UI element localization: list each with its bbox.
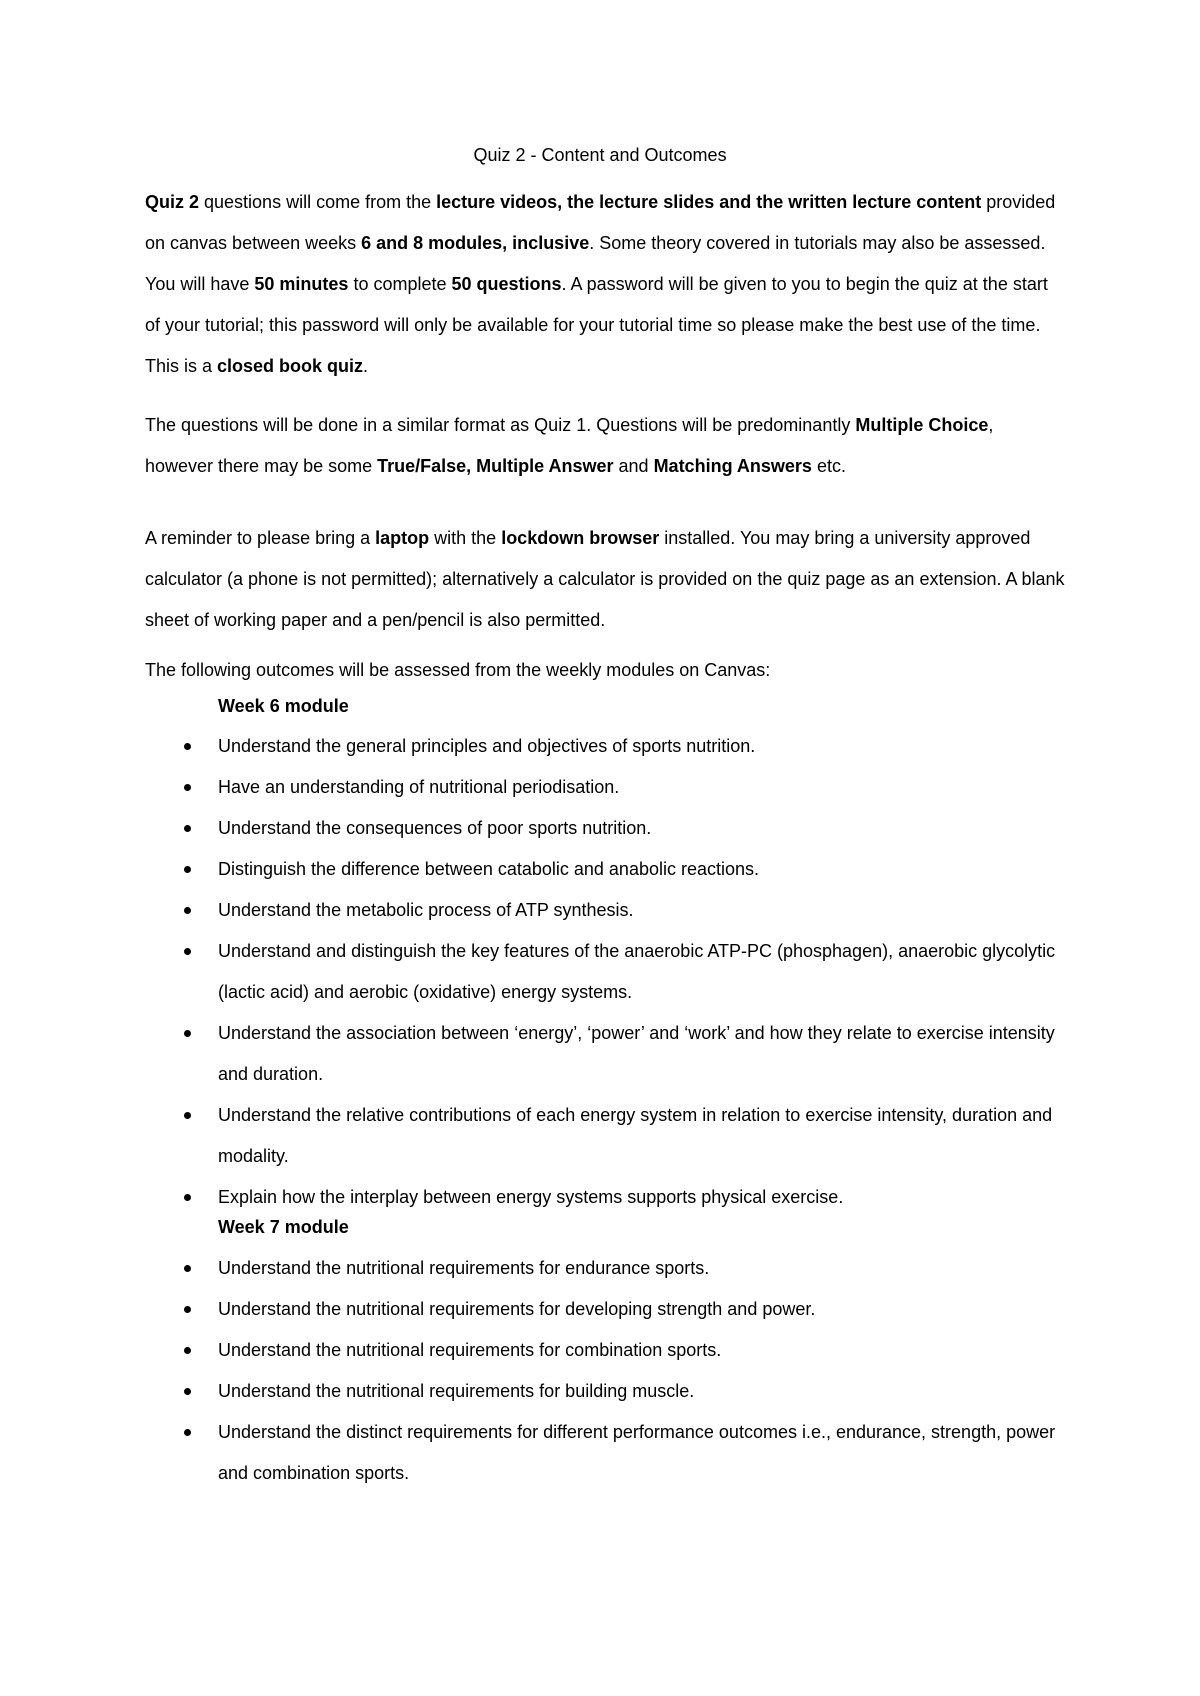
list-item: [145, 808, 1075, 849]
list-item-text: Understand the association between ‘energy’, ‘power’ and ‘work’ and how they relate to exercise intensity and duration.: [218, 1023, 1055, 1084]
text-segment: .: [363, 356, 369, 376]
bold-text-segment: Quiz 2: [145, 192, 200, 212]
list-item: [145, 849, 1075, 890]
bold-text-segment: lecture videos, the lecture slides and the written lecture content: [436, 192, 982, 212]
list-item: [145, 1371, 1075, 1412]
text-segment: , however there may be some: [145, 415, 994, 476]
list-item-text: Distinguish the difference between catabolic and anabolic reactions.: [218, 859, 760, 879]
text-segment: with the: [429, 528, 502, 548]
list-item-text: Understand the consequences of poor sports nutrition.: [218, 818, 652, 838]
week-7-outcomes-list: [145, 1248, 1075, 1494]
outcomes-intro: [145, 650, 1065, 691]
bold-text-segment: Multiple Choice: [855, 415, 989, 435]
text-segment: questions will come from the: [199, 192, 437, 212]
list-item: [145, 767, 1075, 808]
week-6-heading: Week 6 module: [218, 696, 349, 716]
text-segment: The questions will be done in a similar format as Quiz 1. Questions will be predominantly: [145, 415, 856, 435]
week-7-heading: Week 7 module: [218, 1217, 349, 1237]
list-item-text: Understand the nutritional requirements for endurance sports.: [218, 1258, 710, 1278]
bullet-icon: [184, 825, 191, 832]
week-6-outcomes-list: [145, 726, 1075, 1218]
list-item: [145, 1330, 1075, 1371]
list-item: [145, 1095, 1075, 1177]
bold-text-segment: 50 questions: [451, 274, 562, 294]
list-item: [145, 1013, 1075, 1095]
paragraph-text: [145, 518, 1065, 641]
list-item-text: Have an understanding of nutritional periodisation.: [218, 777, 620, 797]
bullet-icon: [184, 1306, 191, 1313]
paragraph-text: The following outcomes will be assessed from the weekly modules on Canvas:: [145, 660, 771, 680]
paragraph-text: [145, 182, 1065, 387]
bullet-icon: [184, 743, 191, 750]
list-item-text: Understand the nutritional requirements for combination sports.: [218, 1340, 722, 1360]
list-item-text: Explain how the interplay between energy systems supports physical exercise.: [218, 1187, 844, 1207]
bullet-icon: [184, 1429, 191, 1436]
list-item-text: Understand the nutritional requirements for developing strength and power.: [218, 1299, 816, 1319]
bullet-icon: [184, 907, 191, 914]
page-title: Quiz 2 - Content and Outcomes: [473, 145, 727, 165]
bold-text-segment: True/False, Multiple Answer: [377, 456, 614, 476]
bullet-icon: [184, 1194, 191, 1201]
bold-text-segment: 6 and 8 modules, inclusive: [361, 233, 590, 253]
list-item: [145, 931, 1075, 1013]
quiz-details-paragraph: [145, 182, 1065, 387]
list-item: [145, 1412, 1075, 1494]
list-item-text: Understand the nutritional requirements for building muscle.: [218, 1381, 695, 1401]
list-item: [145, 890, 1075, 931]
bold-text-segment: laptop: [375, 528, 430, 548]
bullet-icon: [184, 1030, 191, 1037]
text-segment: to complete: [348, 274, 452, 294]
list-item: [145, 726, 1075, 767]
text-segment: and: [613, 456, 654, 476]
text-segment: etc.: [811, 456, 846, 476]
paragraph-text: [145, 405, 1065, 487]
text-segment: . Some theory covered in tutorials may also be assessed. You will have: [145, 233, 1046, 294]
list-item: [145, 1289, 1075, 1330]
bullet-icon: [184, 1388, 191, 1395]
list-item: [145, 1177, 1075, 1218]
bullet-icon: [184, 1112, 191, 1119]
reminder-paragraph: [145, 518, 1065, 641]
text-segment: . A password will be given to you to begin the quiz at the start of your tutorial; this password will only be available for your tutorial time so please make the best use of the time. This is a: [145, 274, 1048, 376]
list-item: [145, 1248, 1075, 1289]
bold-text-segment: closed book quiz: [217, 356, 364, 376]
text-segment: provided on canvas between weeks: [145, 192, 1056, 253]
bullet-icon: [184, 1265, 191, 1272]
bold-text-segment: lockdown browser: [501, 528, 660, 548]
list-item-text: Understand the distinct requirements for different performance outcomes i.e., endurance, strength, power and combination sports.: [218, 1422, 1056, 1483]
text-segment: installed. You may bring a university approved calculator (a phone is not permitted); alternatively a calculator is provided on the quiz page as an extension. A blank sheet of working paper and a pen/pencil is also permitted.: [145, 528, 1065, 630]
list-item-text: Understand and distinguish the key features of the anaerobic ATP-PC (phosphagen), anaerobic glycolytic (lactic acid) and aerobic (oxidative) energy systems.: [218, 941, 1056, 1002]
list-item-text: Understand the relative contributions of each energy system in relation to exercise intensity, duration and modality.: [218, 1105, 1053, 1166]
bullet-icon: [184, 784, 191, 791]
list-item-text: Understand the general principles and objectives of sports nutrition.: [218, 736, 756, 756]
bold-text-segment: 50 minutes: [254, 274, 349, 294]
bullet-icon: [184, 866, 191, 873]
list-item-text: Understand the metabolic process of ATP synthesis.: [218, 900, 634, 920]
bullet-icon: [184, 948, 191, 955]
question-format-paragraph: [145, 405, 1065, 487]
bold-text-segment: Matching Answers: [653, 456, 812, 476]
text-segment: A reminder to please bring a: [145, 528, 376, 548]
bullet-icon: [184, 1347, 191, 1354]
